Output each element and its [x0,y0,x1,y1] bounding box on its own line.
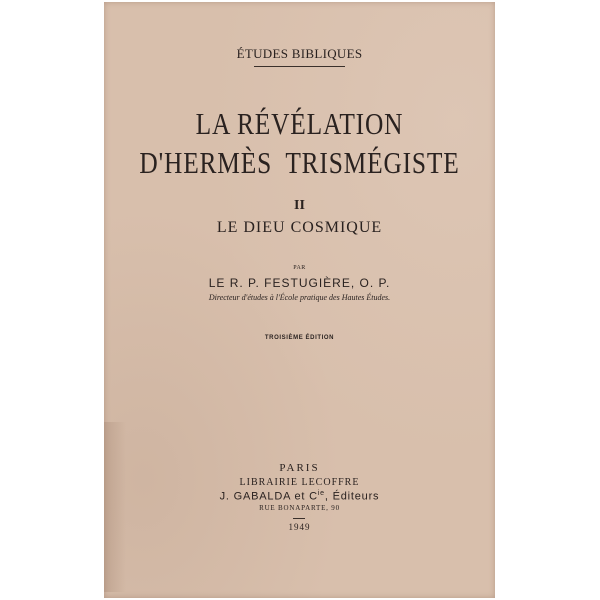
by-label: PAR [293,265,306,271]
year-dash [293,518,305,519]
publication-year: 1949 [288,522,311,532]
publisher-address: RUE BONAPARTE, 90 [259,504,340,512]
author-name: LE R. P. FESTUGIÈRE, O. P. [208,276,391,290]
book-title-line1: LA RÉVÉLATION [195,106,404,141]
publisher-editors-suffix: , Éditeurs [324,490,380,503]
edition-label: TROISIÈME ÉDITION [264,335,335,341]
volume-subtitle: LE DIEU COSMIQUE [216,219,383,236]
publisher-editors-sup: ie [317,490,325,497]
series-underline [254,66,345,67]
volume-number: II [294,198,305,213]
title-page [104,2,495,598]
publisher-name: LIBRAIRIE LECOFFRE [239,477,360,488]
series-title: ÉTUDES BIBLIQUES [236,46,363,61]
publisher-city: PARIS [279,462,320,474]
book-title-line2: D'HERMÈS TRISMÉGISTE [139,145,460,180]
publisher-editors [104,490,495,503]
publisher-editors-name: J. GABALDA et C [219,490,318,503]
author-role: Directeur d'études à l'École pratique des Hautes Études. [208,293,391,302]
